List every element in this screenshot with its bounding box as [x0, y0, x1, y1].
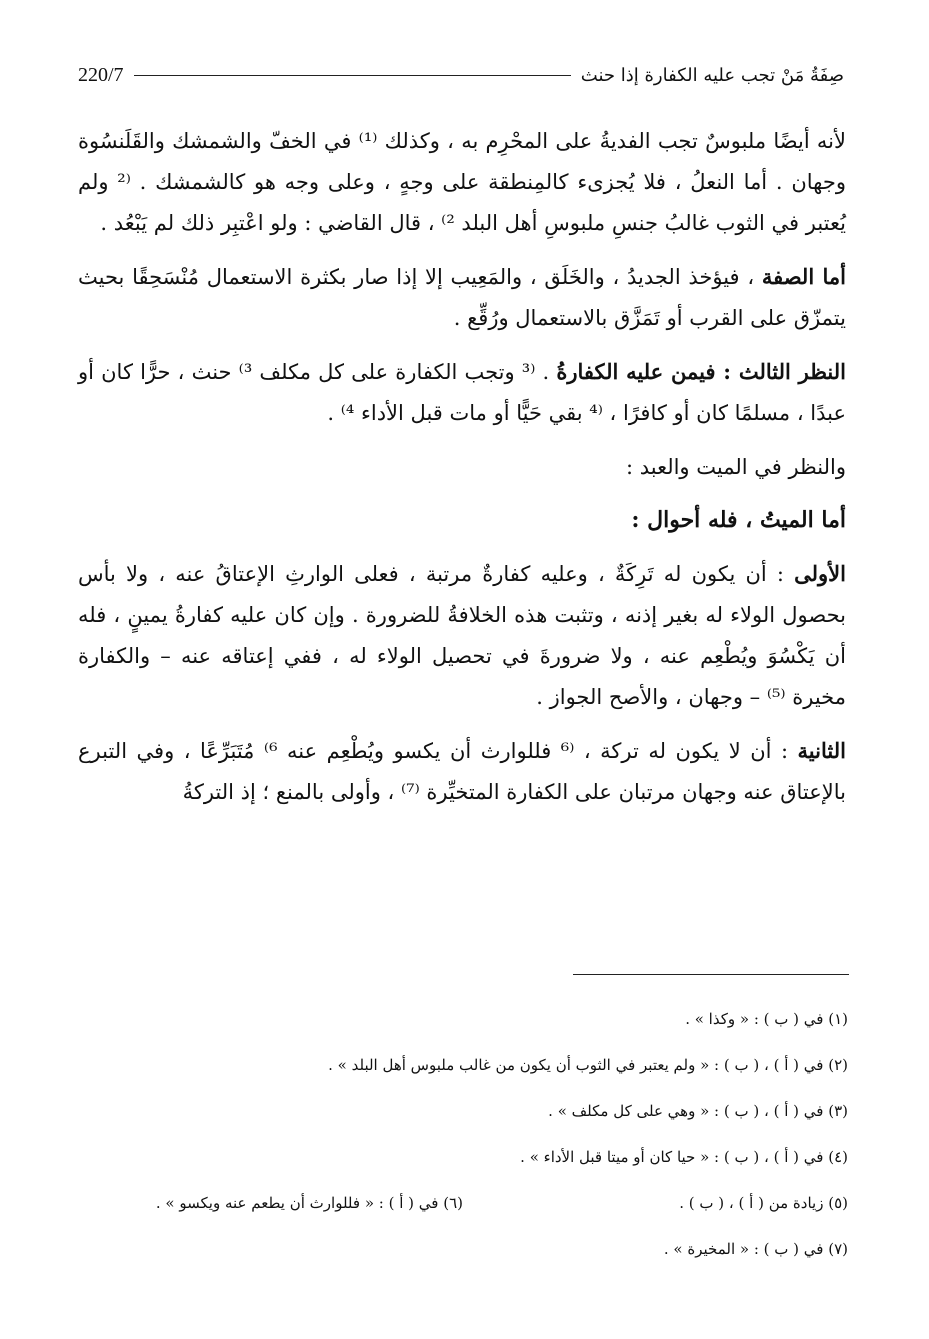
paragraph-lead: الثانية — [797, 738, 846, 763]
running-header — [78, 58, 844, 92]
header-rule — [134, 75, 571, 76]
chapter-title: صِفَةُ مَنْ تجب عليه الكفارة إذا حنث — [580, 64, 844, 86]
paragraph-text: : أن يكون له تَرِكَةٌ ، وعليه كفارةٌ مرتبة ، فعلى الوارثِ الإعتاقُ عنه ، ولا بأس بحصول الولاء له بغير إذنه ، وتثبت هذه الخلافةُ للضرورة . وإن كان عليه كفارةُ يمينٍ ، فله أن يَكْسُوَ ويُطْعِم عنه ، ولا ضرورةَ في تحصيل الولاء له ، ففي إعتاقه عنه – والكفارة مخيرة ⁽⁵⁾ – وجهان ، والأصح الجواز . — [78, 562, 846, 709]
footnote: (٧) في ( ب ) : « المخيرة » . — [663, 1240, 848, 1258]
footnote: (٦) في ( أ ) : « فللوارث أن يطعم عنه ويكسو » . — [155, 1194, 463, 1212]
paragraph-text: لأنه أيضًا ملبوسٌ تجب الفديةُ على المحْرِم به ، وكذلك ⁽¹⁾ في الخفّ والشمشك والقَلَنسُوة وجهان . أما النعلُ ، فلا يُجزىء كالمِنطقة على وجهٍ ، وعلى وجه هو كالشمشك . ⁽² ولم يُعتبر في الثوب غالبُ جنسِ ملبوسِ أهل البلد ²⁾ ، قال القاضي : ولو اعْتبِر ذلك لم يَبْعُد . — [78, 129, 846, 235]
footnote: (٢) في ( أ ) ، ( ب ) : « ولم يعتبر في الثوب أن يكون من غالب ملبوس أهل البلد » . — [328, 1056, 848, 1074]
paragraph — [78, 351, 846, 434]
paragraph-text: ، فيؤخذ الجديدُ ، والخَلَق ، والمَعِيب إلا إذا صار بكثرة الاستعمال مُنْسَحِقًا بحيث يتمزّق على القرب أو تَمَزَّق بالاستعمال ورُقِّع . — [78, 265, 846, 330]
paragraph-lead: أما الصفة — [761, 264, 846, 289]
footnote-pair — [78, 1180, 848, 1226]
paragraph-text: . ⁽³ وتجب الكفارة على كل مكلف ³⁾ حنث ، حرًّا كان أو عبدًا ، مسلمًا كان أو كافرًا ، ⁽⁴ بقي حَيًّا أو مات قبل الأداء ⁴⁾ . — [78, 360, 846, 425]
footnote: (٥) زيادة من ( أ ) ، ( ب ) . — [679, 1194, 848, 1212]
paragraph — [78, 120, 846, 244]
paragraph-text: والنظر في الميت والعبد : — [625, 455, 846, 479]
paragraph — [78, 553, 846, 718]
main-text — [78, 120, 846, 825]
paragraph — [78, 730, 846, 813]
paragraph — [78, 256, 846, 339]
page-number: 220/7 — [78, 63, 124, 86]
paragraph — [78, 446, 846, 488]
paragraph-lead: الأولى — [794, 561, 846, 586]
section-heading — [78, 500, 846, 541]
heading-text: أما الميتُ ، فله أحوال : — [631, 507, 846, 533]
footnote: (٣) في ( أ ) ، ( ب ) : « وهي على كل مكلف » . — [548, 1102, 848, 1120]
footnote: (١) في ( ب ) : « وكذا » . — [685, 1010, 848, 1028]
footnote: (٤) في ( أ ) ، ( ب ) : « حيا كان أو ميتا قبل الأداء » . — [520, 1148, 848, 1166]
footnote-separator — [573, 974, 849, 975]
paragraph-text: : أن لا يكون له تركة ، ⁽⁶ فللوارث أن يكسو ويُطْعِم عنه ⁶⁾ مُتَبَرِّعًا ، وفي التبرع بالإعتاق عنه وجهان مرتبان على الكفارة المتخيِّرة ⁽⁷⁾ ، وأولى بالمنع ؛ إذ التركةُ — [78, 739, 846, 804]
footnotes — [78, 996, 848, 1272]
paragraph-lead: النظر الثالث : فيمن عليه الكفارةُ — [556, 359, 846, 384]
